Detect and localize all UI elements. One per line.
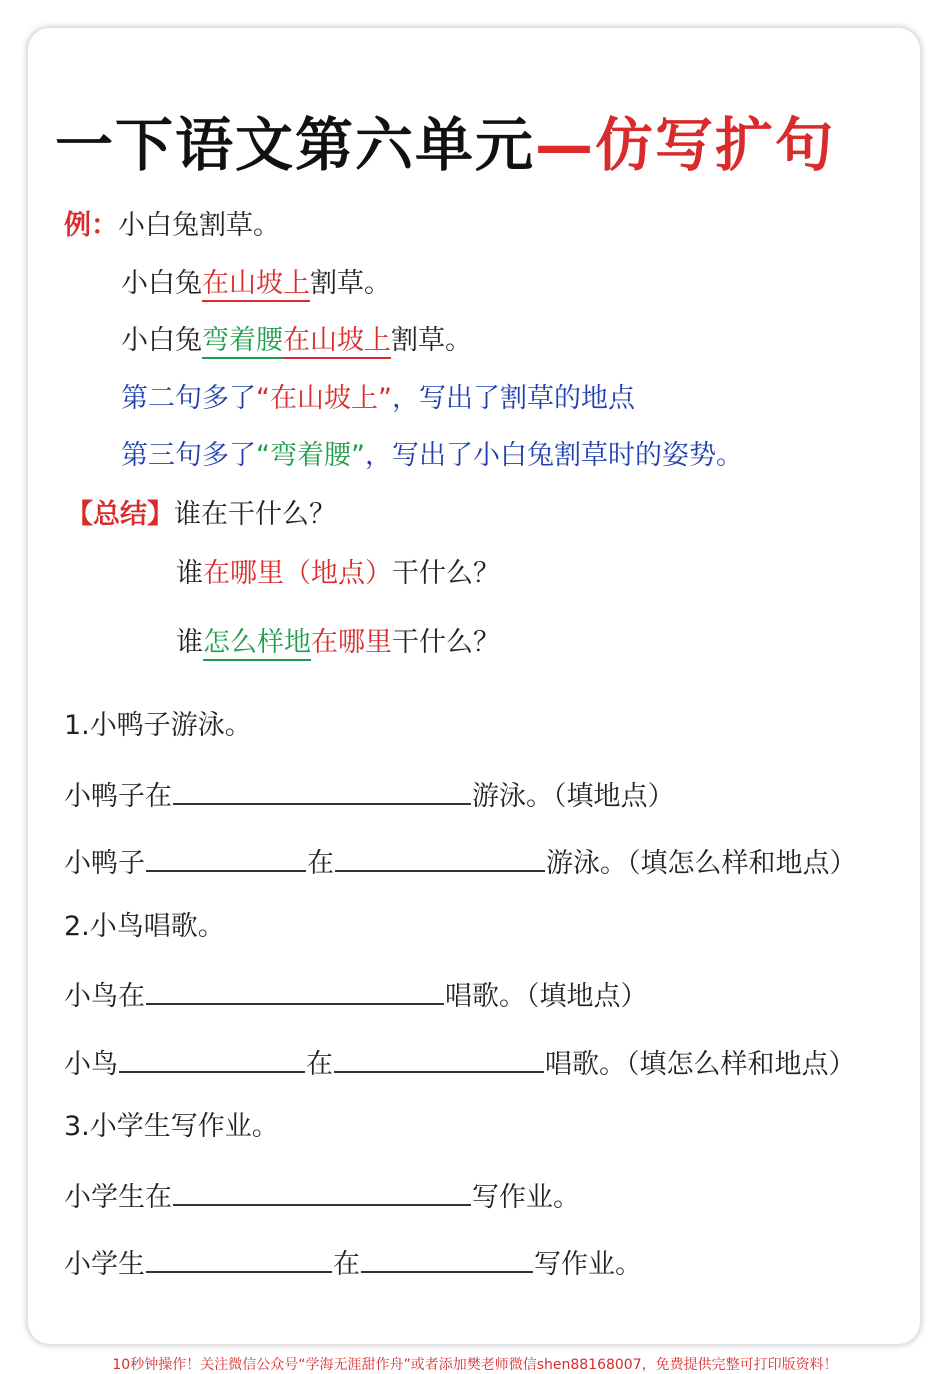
answer-blank[interactable] (119, 1043, 305, 1073)
answer-blank[interactable] (334, 1043, 544, 1073)
answer-blank[interactable] (146, 842, 306, 872)
example-sentence-1: 小白兔割草。 (118, 210, 280, 241)
summary-l3-d: 干什么？ (392, 627, 500, 658)
ex3-a1-post: 写作业。 (472, 1182, 580, 1213)
summary-l2-a: 谁 (176, 558, 203, 589)
summary-label: 【总结】 (66, 499, 174, 530)
answer-blank[interactable] (173, 1176, 471, 1206)
note3-c: ，写出了小白兔割草时的姿势。 (364, 440, 743, 471)
example-s2-verb: 割草。 (310, 268, 391, 299)
exercise-2-answer-2 (64, 1043, 856, 1083)
exercise-3-question: 3.小学生写作业。 (64, 1111, 279, 1142)
example-line-2 (121, 266, 391, 302)
summary-l2-b: 在哪里（地点） (203, 558, 392, 589)
note2-a: 第二句多了 (121, 383, 256, 414)
title-main: 一下语文第六单元 (55, 111, 536, 179)
ex1-a1-post: 游泳。（填地点） (472, 781, 675, 812)
summary-pattern-1: 谁在干什么？ (174, 499, 336, 530)
exercise-2-question: 2.小鸟唱歌。 (64, 911, 225, 942)
ex1-a1-pre: 小鸭子在 (64, 781, 172, 812)
ex1-a2-post: 游泳。（填怎么样和地点） (546, 848, 857, 879)
example-line-1 (64, 208, 280, 244)
ex2-a1-pre: 小鸟在 (64, 981, 145, 1012)
example-s2-subject: 小白兔 (121, 268, 202, 299)
note3-a: 第三句多了 (121, 440, 256, 471)
summary-line-2 (176, 556, 500, 592)
title-sub: —仿写扩句 (535, 111, 836, 179)
example-s3-manner: 弯着腰 (202, 325, 283, 359)
exercise-3-answer-2 (64, 1243, 642, 1283)
exercise-3-answer-1 (64, 1176, 580, 1216)
answer-blank[interactable] (335, 842, 545, 872)
exercise-1-answer-2 (64, 842, 857, 882)
summary-line-3 (176, 625, 500, 661)
example-label: 例： (64, 210, 118, 241)
note3-b: “弯着腰” (256, 440, 365, 471)
exercise-1-answer-1 (64, 775, 675, 815)
ex2-a2-pre: 小鸟 (64, 1049, 118, 1080)
ex2-a2-post: 唱歌。（填怎么样和地点） (545, 1049, 856, 1080)
example-s3-subject: 小白兔 (121, 325, 202, 356)
summary-line-1 (66, 497, 336, 533)
answer-blank[interactable] (146, 975, 444, 1005)
ex2-a2-mid: 在 (306, 1049, 333, 1080)
summary-l2-c: 干什么？ (392, 558, 500, 589)
example-s2-place: 在山坡上 (202, 268, 310, 302)
ex1-a2-mid: 在 (307, 848, 334, 879)
ex3-a2-pre: 小学生 (64, 1249, 145, 1280)
example-s3-place: 在山坡上 (283, 325, 391, 359)
summary-l3-c: 在哪里 (311, 627, 392, 658)
exercise-2-answer-1 (64, 975, 648, 1015)
answer-blank[interactable] (146, 1243, 332, 1273)
summary-l3-b: 怎么样地 (203, 627, 311, 661)
answer-blank[interactable] (173, 775, 471, 805)
answer-blank[interactable] (361, 1243, 533, 1273)
note2-b: “在山坡上” (256, 383, 392, 414)
ex1-a2-pre: 小鸭子 (64, 848, 145, 879)
ex3-a1-pre: 小学生在 (64, 1182, 172, 1213)
page-title (55, 98, 835, 182)
footer-notice: 10秒钟操作！关注微信公众号“学海无涯甜作舟”或者添加樊老师微信shen88168007，免费提供完整可打印版资料！ (112, 1357, 838, 1373)
example-note-2 (121, 381, 635, 417)
example-s3-verb: 割草。 (391, 325, 472, 356)
example-note-3 (121, 438, 743, 474)
ex3-a2-post: 写作业。 (534, 1249, 642, 1280)
example-line-3 (121, 323, 472, 359)
ex3-a2-mid: 在 (333, 1249, 360, 1280)
note2-c: ，写出了割草的地点 (391, 383, 635, 414)
ex2-a1-post: 唱歌。（填地点） (445, 981, 648, 1012)
exercise-1-question: 1.小鸭子游泳。 (64, 710, 252, 741)
summary-l3-a: 谁 (176, 627, 203, 658)
